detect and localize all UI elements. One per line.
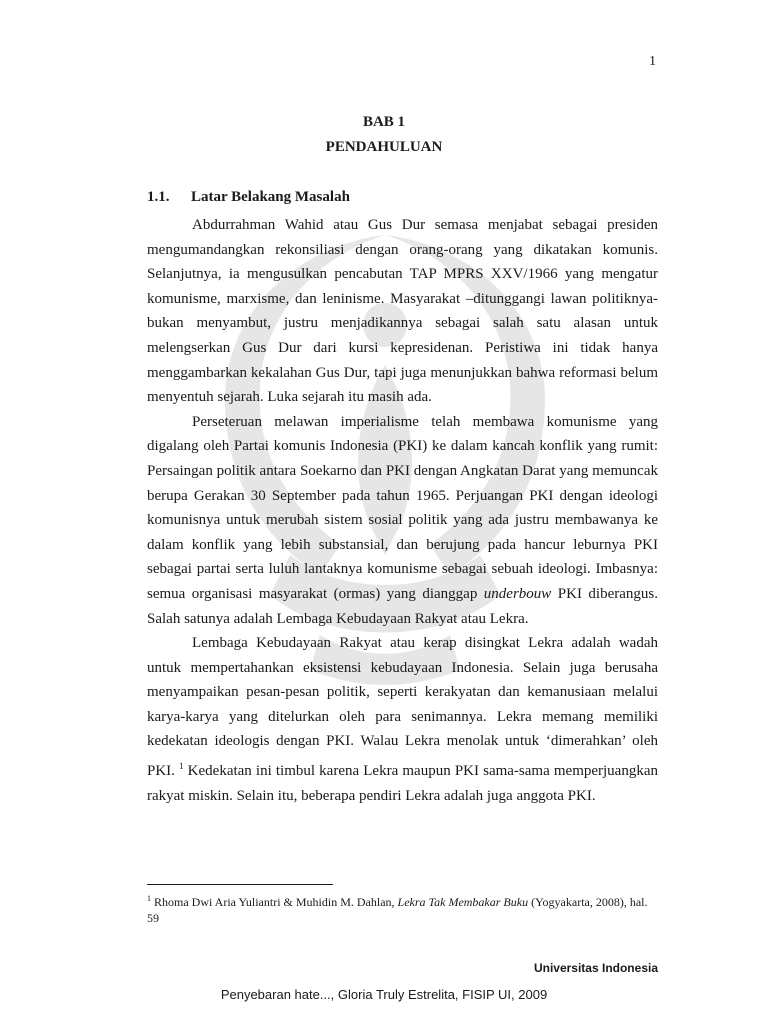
section-number: 1.1. [147,189,170,205]
paragraph-2-text-a: Perseteruan melawan imperialisme telah membawa komunisme yang digalang oleh Partai komunis Indonesia (PKI) ke dalam kancah konflik yang rumit: Persaingan politik antara Soekarno dan PKI dengan Angkatan Darat yang memuncak berupa Gerakan 30 September pada tahun 1965. Perjuangan PKI dengan ideologi komunisnya untuk merubah sistem sosial politik yang ada justru membawanya ke dalam konflik yang lebih substansial, dan berujung pada hancur leburnya PKI sebagai partai serta luluh lantaknya komunisme sebagai sebuah ideologi. Imbasnya: semua organisasi masyarakat (ormas) yang dianggap [147,413,658,602]
italic-term-underbouw: underbouw [483,585,552,602]
paragraph-2-text-b: PKI diberangus. Salah satunya adalah Lembaga Kebudayaan Rakyat atau Lekra. [147,585,658,627]
footer-credit: Penyebaran hate..., Gloria Truly Estrelita, FISIP UI, 2009 [220,987,548,1002]
footnote-book-title: Lekra Tak Membakar Buku [397,895,529,909]
section-heading [147,189,350,206]
footnote-text-b: (Yogyakarta, 2008), hal. 59 [147,895,648,925]
footnote-reference[interactable]: 1 [179,761,184,772]
footnote-divider [147,884,333,885]
paragraph-1 [147,213,658,410]
page-number: 1 [649,54,656,69]
university-name: Universitas Indonesia [533,961,658,975]
footnote-text-a: Rhoma Dwi Aria Yuliantri & Muhidin M. Dahlan, [151,895,398,909]
paragraph-3 [147,631,658,808]
paragraph-2 [147,410,658,631]
paragraph-1-text: Abdurrahman Wahid atau Gus Dur semasa menjabat sebagai presiden mengumandangkan rekonsiliasi dengan orang-orang yang dikatakan komunis. Selanjutnya, ia mengusulkan pencabutan TAP MPRS XXV/1966 yang mengatur komunisme, marxisme, dan leninisme. Masyarakat –ditunggangi lawan politiknya- bukan menyambut, justru menjadikannya sebagai salah satu alasan untuk melengserkan Gus Dur dari kursi kepresidenan. Peristiwa ini tidak hanya menggambarkan kekalahan Gus Dur, tapi juga menunjukkan bahwa reformasi belum menyentuh sejarah. Luka sejarah itu masih ada. [147,217,658,406]
paragraph-3-text-b: Kedekatan ini timbul karena Lekra maupun PKI sama-sama memperjuangkan rakyat miskin. Selain itu, beberapa pendiri Lekra adalah juga anggota PKI. [147,763,658,804]
body-text [147,213,658,808]
chapter-number: BAB 1 [362,114,406,130]
footnote [147,891,658,926]
footnote-marker: 1 [147,894,151,903]
chapter-title: PENDAHULUAN [325,139,443,155]
section-title: Latar Belakang Masalah [191,189,350,205]
paragraph-3-text-a: Lembaga Kebudayaan Rakyat atau kerap disingkat Lekra adalah wadah untuk mempertahankan eksistensi kebudayaan Indonesia. Selain juga berusaha menyampaikan pesan-pesan politik, seperti kerakyatan dan kemanusiaan melalui karya-karya yang ditelurkan oleh para senimannya. Lekra memang memiliki kedekatan ideologis dengan PKI. Walau Lekra menolak untuk ‘dimerahkan’ oleh PKI. [147,635,658,780]
